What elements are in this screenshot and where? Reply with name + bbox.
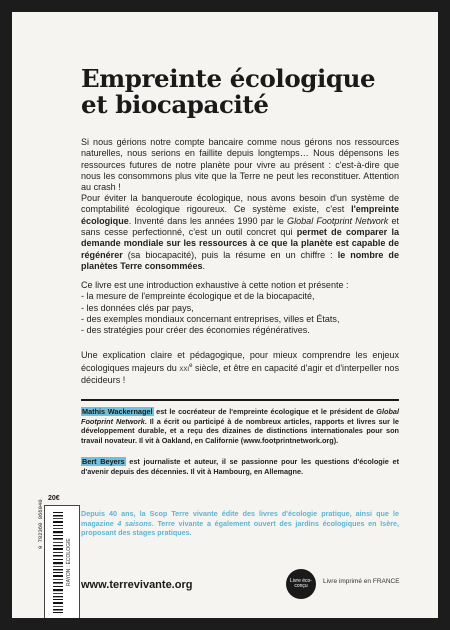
p2-text-5: . (202, 261, 206, 272)
author-bio-1 (81, 407, 399, 445)
p2-text-3: et sans cesse perfectionné, c'est un outil concret qui (81, 215, 399, 238)
bullet-list (81, 291, 399, 336)
p2-text-2: . Inventé dans les années 1990 par le (128, 215, 288, 226)
bullet-item: - des exemples mondiaux concernant entreprises, villes et États, (81, 314, 399, 325)
bullet-item: - la mesure de l'empreinte écologique et de la biocapacité, (81, 291, 399, 302)
p4-text-2: siècle, et être en capacité d'agir et d'interpeller nos décideurs ! (81, 363, 399, 385)
barcode-box (44, 505, 80, 618)
paragraph-2-text (81, 193, 399, 272)
book-title (81, 66, 421, 118)
rayon-label: RAYON : ÉCOLOGIE (66, 538, 72, 586)
p4-text-1: Une explication claire et pédagogique, pour mieux comprendre les enjeux écologiques majeurs du (81, 350, 399, 374)
author-2-text: est journaliste et auteur, il se passionne pour les questions d'écologie et d'avenir depuis des décennies. Il vit à Hambourg, en Allemagne. (81, 457, 399, 476)
magazine-name: 4 saisons (117, 518, 152, 528)
divider-rule (81, 399, 399, 401)
p2-italic-1: Global Footprint Network (287, 215, 389, 226)
price-label: 20€ (48, 495, 60, 502)
author-1-italic: Global Footprint Network (81, 407, 399, 426)
title-line-1: Empreinte écologique (81, 64, 376, 93)
paragraph-3-intro: Ce livre est une introduction exhaustive à cette notion et présente : (81, 280, 349, 290)
paragraph-1-text: Si nous gérions notre compte bancaire comme nous gérons nos ressources naturelles, nous serions en faillite depuis longtemps… Nous dépensons les ressources futures de notre planète pour vivre au présent : c'est-à-dire que nous les consommons plus vite que la Terre ne peut les reconstituer. Attention au crash ! (81, 137, 399, 193)
paragraph-4 (81, 350, 399, 386)
paragraph-4-text (81, 350, 399, 386)
publisher-info (81, 509, 399, 538)
barcode-icon (53, 510, 63, 616)
printed-in-france (323, 578, 400, 586)
p2-bold-2: permet de comparer la demande mondiale sur les ressources à ce que la planète est capable de régénérer (81, 227, 399, 260)
title-line-2: et biocapacité (81, 90, 269, 119)
p2-text-1: Pour éviter la banqueroute écologique, nous avons besoin d'un système de comptabilité écologique rigoureux. Ce système existe, c'est (81, 193, 399, 215)
publisher-text-2: . Terre vivante a également ouvert des jardins écologiques en Isère, proposant des stages pratiques. (81, 518, 399, 538)
paragraph-2 (81, 193, 399, 272)
author-bio-2 (81, 457, 399, 476)
p2-bold-3: le nombre de planètes Terre consommées (81, 249, 399, 272)
author-1-text-2: . Il a écrit ou participé à de nombreux articles, rapports et livres sur le développement durable, et a reçu des dizaines de distinctions internationales pour son travail novateur. Il vit à Oakland, en Californie (www.footprintnetwork.org). (81, 416, 399, 445)
author-1-text-1: est le cocréateur de l'empreinte écologique et le président de (153, 407, 377, 416)
logo-text: Livre éco-conçu (290, 577, 312, 589)
paragraph-3 (81, 280, 399, 337)
p2-text-4: (sa biocapacité), puis la résume en un chiffre : (122, 249, 338, 260)
bullet-item: - les données clés par pays, (81, 303, 399, 314)
printed-text: Livre imprimé en FRANCE (323, 578, 400, 585)
back-cover (12, 12, 438, 618)
author-1-name: Mathis Wackernagel (82, 407, 153, 416)
p2-bold-1: l'empreinte écologique (81, 204, 399, 226)
barcode-number: 9 782360 866040 (37, 499, 44, 549)
paragraph-1 (81, 137, 399, 194)
p4-century-sup: e (189, 363, 193, 370)
author-2-name: Bert Beyers (82, 457, 125, 466)
p4-century: xxi (179, 363, 190, 374)
website-link[interactable]: www.terrevivante.org (81, 579, 193, 591)
eco-design-logo (286, 569, 316, 599)
bullet-item: - des stratégies pour créer des économies régénératives. (81, 325, 399, 336)
publisher-text-1: Depuis 40 ans, la Scop Terre vivante édite des livres d'écologie pratique, ainsi que le magazine (81, 509, 399, 528)
